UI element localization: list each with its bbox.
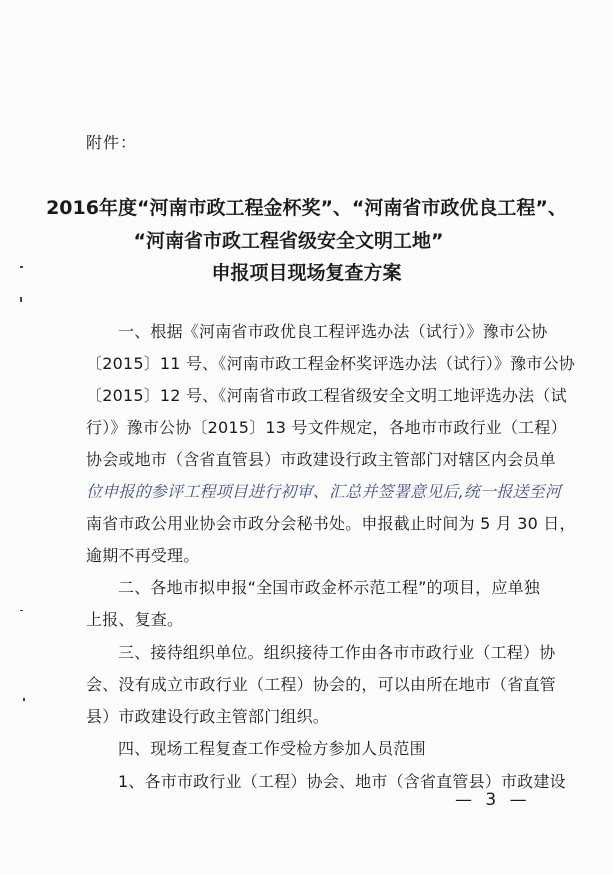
body-line: 逾期不再受理。 — [86, 546, 200, 565]
body-line: 会、没有成立市政行业（工程）协会的，可以由所在地市（省直管 — [86, 675, 556, 694]
body-line: 三、接待组织单位。组织接待工作由各市市政行业（工程）协 — [118, 643, 556, 662]
body-line: 一、根据《河南省市政优良工程评选办法（试行）》豫市公协 — [118, 322, 548, 341]
document-title-line-3: 申报项目现场复查方案 — [211, 262, 402, 284]
margin-mark — [23, 698, 25, 701]
body-line: 1、各市市政行业（工程）协会、地市（含省直管县）市政建设 — [118, 772, 566, 791]
margin-mark — [20, 610, 23, 611]
body-line: 行）》豫市公协〔2015〕13 号文件规定，各地市市政行业（工程） — [86, 418, 567, 437]
body-line: 位申报的参评工程项目进行初审、汇总并签署意见后,统一报送至河 — [86, 482, 562, 501]
body-line: 〔2015〕12 号、《河南省市政工程省级安全文明工地评选办法（试 — [86, 386, 567, 405]
body-line: 南省市政公用业协会市政分会秘书处。申报截止时间为 5 月 30 日， — [86, 514, 576, 533]
body-line: 县）市政建设行政主管部门组织。 — [86, 707, 330, 726]
body-line: 〔2015〕11 号、《河南市政工程金杯奖评选办法（试行）》豫市公协 — [86, 354, 575, 373]
page-number: — 3 — — [455, 790, 531, 810]
document-title-line-2: “河南省市政工程省级安全文明工地” — [133, 230, 444, 252]
document-title-line-1: 2016年度“河南市政工程金杯奖”、“河南省市政优良工程”、 — [46, 197, 567, 219]
attachment-label: 附件： — [86, 133, 138, 152]
body-line: 协会或地市（含省直管县）市政建设行政主管部门对辖区内会员单 — [86, 450, 556, 469]
margin-mark — [20, 297, 22, 302]
body-line: 上报、复查。 — [86, 610, 184, 629]
body-line: 四、现场工程复查工作受检方参加人员范围 — [118, 739, 426, 758]
body-line: 二、各地市拟申报“全国市政金杯示范工程”的项目，应单独 — [118, 578, 540, 597]
